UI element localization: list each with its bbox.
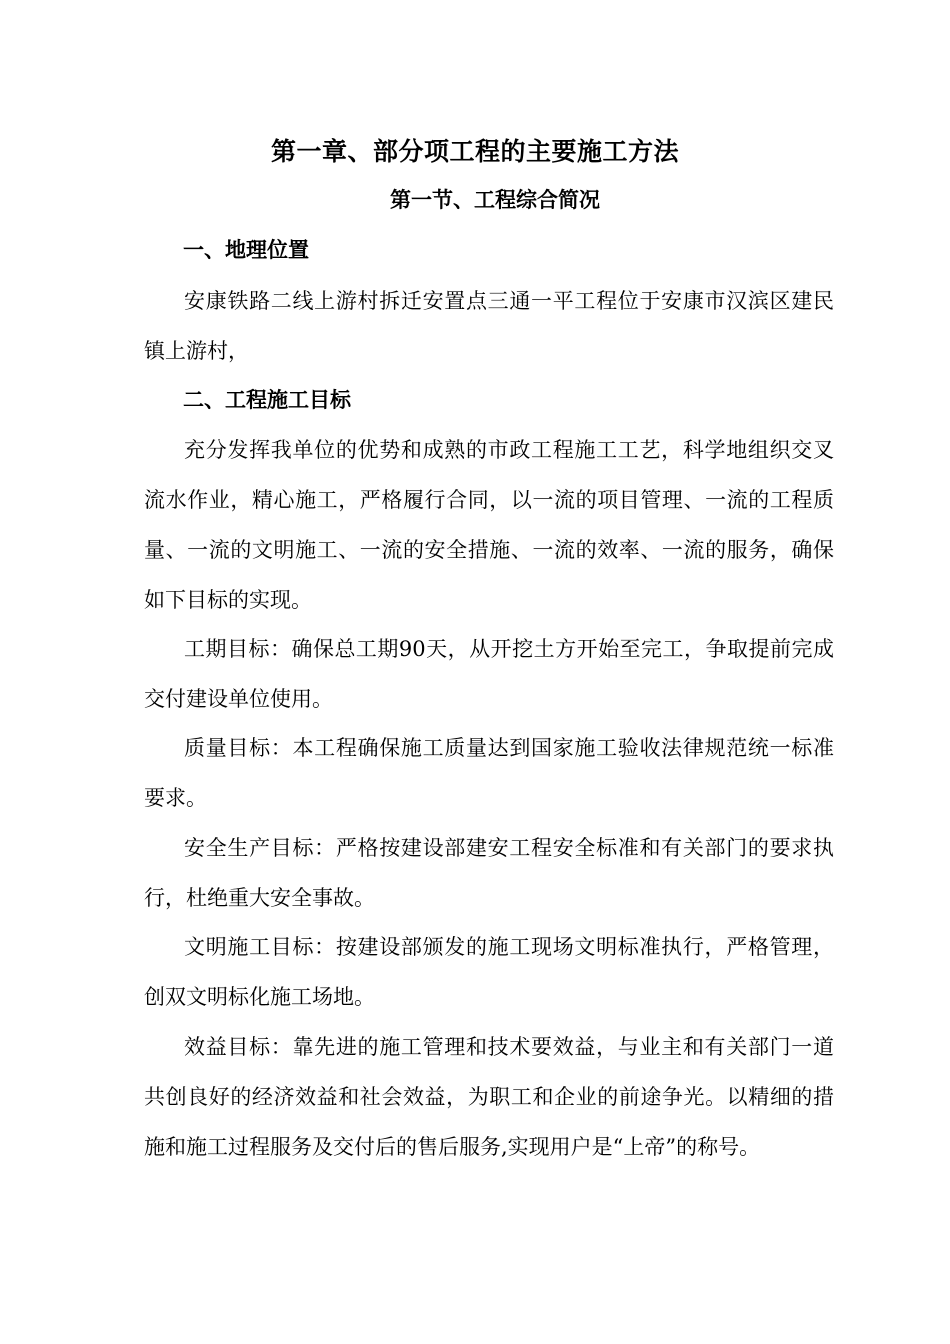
heading-location: 一、地理位置	[183, 237, 309, 262]
paragraph-safety-goal: 安全生产目标：严格按建设部建安工程安全标准和有关部门的要求执行，杜绝重大安全事故。	[144, 836, 834, 910]
paragraph-goals-intro: 充分发挥我单位的优势和成熟的市政工程施工工艺，科学地组织交叉流水作业，精心施工，严格履行合同，以一流的项目管理、一流的工程质量、一流的文明施工、一流的安全措施、一流的效率、一流的服务，确保如下目标的实现。	[144, 438, 834, 612]
chapter-title: 第一章、部分项工程的主要施工方法	[270, 137, 679, 166]
paragraph-benefit-goal: 效益目标：靠先进的施工管理和技术要效益，与业主和有关部门一道共创良好的经济效益和社会效益，为职工和企业的前途争光。以精细的措施和施工过程服务及交付后的售后服务,实现用户是“上帝”的称号。	[144, 1035, 834, 1159]
paragraph-quality-goal: 质量目标：本工程确保施工质量达到国家施工验收法律规范统一标准要求。	[144, 736, 834, 810]
paragraph-civilized-goal: 文明施工目标：按建设部颁发的施工现场文明标准执行，严格管理，创双文明标化施工场地。	[144, 935, 834, 1009]
heading-construction-goals: 二、工程施工目标	[183, 387, 351, 412]
section-title: 第一节、工程综合简况	[390, 187, 600, 212]
paragraph-schedule-goal: 工期目标：确保总工期90天，从开挖土方开始至完工，争取提前完成交付建设单位使用。	[144, 637, 834, 711]
paragraph-location: 安康铁路二线上游村拆迁安置点三通一平工程位于安康市汉滨区建民镇上游村，	[144, 289, 834, 363]
